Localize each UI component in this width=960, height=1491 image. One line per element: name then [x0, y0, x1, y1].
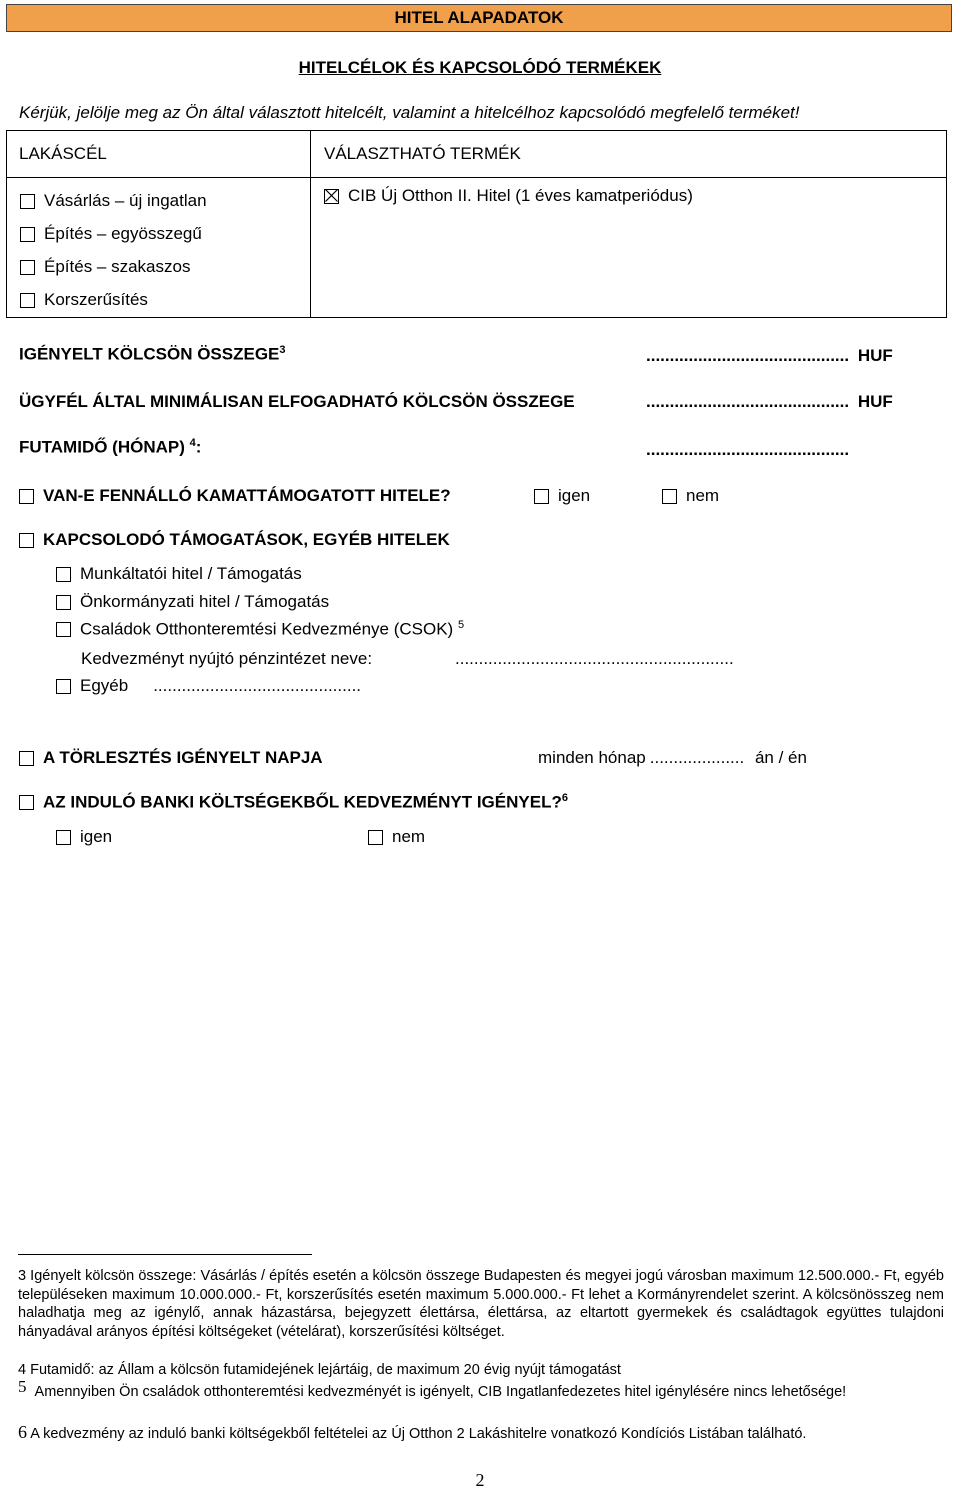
goal-column-header: LAKÁSCÉL — [19, 144, 107, 163]
instruction-text: Kérjük, jelölje meg az Ön által választott hitelcélt, valamint a hitelcélhoz kapcsolódó megfelelő terméket! — [19, 103, 800, 122]
requested-amount-label — [19, 344, 286, 365]
other-label: Egyéb — [80, 676, 129, 695]
footnote-number: 5 — [18, 1377, 27, 1396]
checkbox-checked[interactable] — [324, 189, 339, 204]
employer-loan-option[interactable] — [56, 564, 302, 584]
table-divider — [7, 177, 946, 178]
requested-amount-field[interactable] — [646, 346, 893, 366]
product-option[interactable] — [324, 186, 693, 206]
discount-label — [43, 792, 568, 813]
checkbox[interactable] — [19, 533, 34, 548]
goal-option-build-single[interactable] — [20, 224, 202, 244]
section-banner — [6, 4, 952, 32]
repayment-text-before: minden hónap — [538, 748, 646, 767]
table-divider — [310, 131, 311, 317]
checkbox[interactable] — [19, 795, 34, 810]
checkbox[interactable] — [20, 260, 35, 275]
banner-title: HITEL ALAPADATOK — [394, 8, 564, 27]
minimum-amount-label: ÜGYFÉL ÁLTAL MINIMÁLISAN ELFOGADHATÓ KÖLCSÖN ÖSSZEGE — [19, 392, 575, 411]
subsidized-loan-question[interactable] — [19, 486, 451, 506]
checkbox[interactable] — [19, 489, 34, 504]
footnote-number: 6 — [18, 1422, 27, 1442]
other-field[interactable]: ............................................ — [153, 676, 362, 695]
repayment-day-option[interactable] — [19, 748, 323, 768]
requested-amount-value[interactable]: ........................................... — [646, 346, 850, 365]
checkbox[interactable] — [19, 751, 34, 766]
currency-label: HUF — [857, 392, 893, 411]
product-column-header: VÁLASZTHATÓ TERMÉK — [324, 144, 521, 163]
repayment-day-label: A TÖRLESZTÉS IGÉNYELT NAPJA — [43, 748, 323, 767]
csok-label — [80, 619, 464, 640]
footnote-ref: 4 — [189, 437, 196, 449]
checkbox[interactable] — [56, 622, 71, 637]
footnote-6-text: A kedvezmény az induló banki költségekből feltételei az Új Otthon 2 Lakáshitelre vonatkozó Kondíciós Listában található. — [30, 1426, 807, 1442]
footnote-3: 3 Igényelt kölcsön összege: Vásárlás / építés esetén a kölcsön összege Budapesten és megyei jogú városban maximum 12.500.000.- Ft, egyéb településeken maximum 10.000.000.- Ft, korszerűsítés esetén maximum 5.000.000.- Ft lehet a Kormányrendelet szerint. A kölcsönösszeg nem haladhatja meg az igénylő, annak házastársa, bejegyzett élettársa, élettársa, az eltartott gyermekek és családtagok együttes tulajdoni hányadával arányos építési költségeket (vételárat), korszerűsítési költséget. — [18, 1268, 944, 1340]
checkbox[interactable] — [20, 293, 35, 308]
term-label — [19, 437, 201, 458]
footnote-ref: 5 — [457, 619, 465, 631]
no-label: nem — [686, 486, 720, 505]
employer-loan-label: Munkáltatói hitel / Támogatás — [80, 564, 302, 583]
checkbox[interactable] — [56, 567, 71, 582]
footnote-6 — [18, 1423, 944, 1444]
subsidized-no-option[interactable] — [662, 486, 719, 506]
goal-option-label: Építés – egyösszegű — [44, 224, 202, 243]
goal-option-purchase[interactable] — [20, 191, 207, 211]
bank-name-field[interactable]: ........................................................... — [455, 649, 734, 668]
minimum-amount-value[interactable]: ........................................... — [646, 392, 850, 411]
footnote-5 — [18, 1378, 944, 1402]
goal-option-label: Építés – szakaszos — [44, 257, 191, 276]
no-label: nem — [392, 827, 426, 846]
repayment-day-field[interactable] — [538, 748, 807, 768]
loan-goal-table — [6, 130, 947, 318]
checkbox[interactable] — [56, 830, 71, 845]
footnote-ref: 3 — [279, 344, 286, 356]
repayment-day-value[interactable]: .................... — [649, 748, 745, 767]
related-subsidies-option[interactable] — [19, 530, 450, 550]
footnote-ref: 6 — [561, 792, 568, 804]
repayment-text-after: án / én — [754, 748, 807, 767]
municipal-loan-option[interactable] — [56, 592, 329, 612]
checkbox[interactable] — [534, 489, 549, 504]
subsidized-loan-label: VAN-E FENNÁLLÓ KAMATTÁMOGATOTT HITELE? — [43, 486, 451, 505]
other-option[interactable] — [56, 676, 361, 696]
footnote-5-text: Amennyiben Ön családok otthonteremtési kedvezményét is igényelt, CIB Ingatlanfedezetes hitel igénylésére nincs lehetősége! — [34, 1384, 847, 1400]
check-x-icon — [324, 188, 339, 203]
checkbox[interactable] — [20, 227, 35, 242]
page-number: 2 — [475, 1470, 485, 1490]
term-text: FUTAMIDŐ (HÓNAP) — [19, 437, 185, 457]
checkbox[interactable] — [368, 830, 383, 845]
checkbox[interactable] — [56, 595, 71, 610]
goal-option-build-staged[interactable] — [20, 257, 190, 277]
footnote-separator — [18, 1254, 312, 1255]
checkbox[interactable] — [56, 679, 71, 694]
checkbox[interactable] — [20, 194, 35, 209]
product-label: CIB Új Otthon II. Hitel (1 éves kamatperiódus) — [348, 186, 693, 205]
related-subsidies-label: KAPCSOLODÓ TÁMOGATÁSOK, EGYÉB HITELEK — [43, 530, 450, 549]
goal-option-label: Vásárlás – új ingatlan — [44, 191, 207, 210]
requested-amount-text: IGÉNYELT KÖLCSÖN ÖSSZEGE — [19, 344, 280, 364]
discount-text: AZ INDULÓ BANKI KÖLTSÉGEKBŐL KEDVEZMÉNYT IGÉNYEL? — [43, 792, 562, 812]
yes-label: igen — [80, 827, 113, 846]
yes-label: igen — [558, 486, 591, 505]
checkbox[interactable] — [662, 489, 677, 504]
footnote-4: 4 Futamidő: az Állam a kölcsön futamidejének lejártáig, de maximum 20 évig nyújt támogatást — [18, 1362, 621, 1378]
term-value[interactable]: ........................................... — [646, 440, 850, 459]
discount-no-option[interactable] — [368, 827, 425, 847]
section-title: HITELCÉLOK ÉS KAPCSOLÓDÓ TERMÉKEK — [298, 58, 662, 77]
csok-text: Családok Otthonteremtési Kedvezménye (CSOK) — [80, 619, 454, 639]
municipal-loan-label: Önkormányzati hitel / Támogatás — [80, 592, 330, 611]
currency-label: HUF — [857, 346, 893, 365]
discount-question[interactable] — [19, 792, 568, 813]
minimum-amount-field[interactable] — [646, 392, 893, 412]
csok-option[interactable] — [56, 619, 464, 640]
term-colon: : — [195, 437, 202, 457]
subsidized-yes-option[interactable] — [534, 486, 590, 506]
goal-option-modernization[interactable] — [20, 290, 148, 310]
goal-option-label: Korszerűsítés — [44, 290, 148, 309]
bank-name-label: Kedvezményt nyújtó pénzintézet neve: — [81, 649, 373, 668]
discount-yes-option[interactable] — [56, 827, 112, 847]
